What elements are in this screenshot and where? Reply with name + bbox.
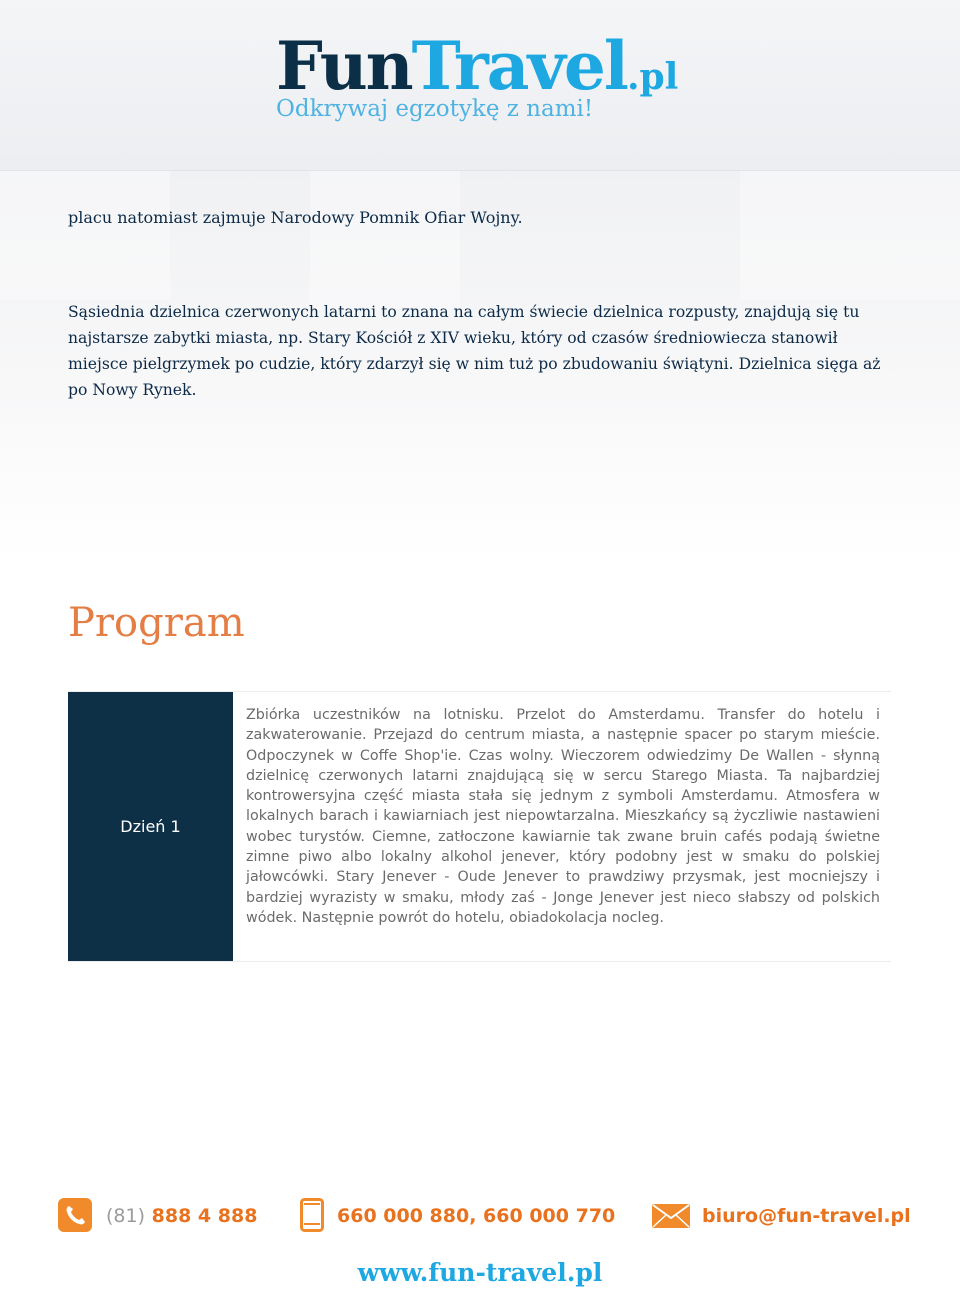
website-link[interactable]: www.fun-travel.pl xyxy=(357,1258,603,1287)
phone-line xyxy=(106,1200,257,1232)
background-tile xyxy=(310,170,460,310)
phone-number[interactable]: 888 4 888 xyxy=(151,1205,258,1227)
paragraph-1: placu natomiast zajmuje Narodowy Pomnik Ofiar Wojny. xyxy=(68,208,523,227)
program-title: Program xyxy=(68,600,245,646)
brand-tagline: Odkrywaj egzotykę z nami! xyxy=(276,96,594,122)
logo-fun: Fun xyxy=(276,27,412,105)
phone-area-code: (81) xyxy=(106,1205,146,1227)
logo-travel: Travel xyxy=(411,27,627,105)
day-label-box xyxy=(68,692,233,961)
brand-logo xyxy=(276,26,678,106)
background-tile xyxy=(0,170,170,300)
program-day-row xyxy=(68,691,891,962)
email-link[interactable]: biuro@fun-travel.pl xyxy=(702,1205,911,1227)
paragraph-2: Sąsiednia dzielnica czerwonych latarni to znana na całym świecie dzielnica rozpusty, znajdują się tu najstarsze zabytki miasta, np. Stary Kościół z XIV wieku, który od czasów średniowiecza stanowił miejsce pielgrzymek po cudzie, który zdarzył się w nim tuż po zbudowaniu świątyni. Dzielnica sięga aż po Nowy Rynek. xyxy=(68,303,881,399)
day-description: Zbiórka uczestników na lotnisku. Przelot do Amsterdamu. Transfer do hotelu i zakwaterowanie. Przejazd do centrum miasta, a następnie spacer po starym mieście. Odpoczynek w Coffe Shop'ie. Czas wolny. Wieczorem odwiedzimy De Wallen - słynną dzielnicę czerwonych latarni znajdującą się w sercu Starego Miasta. Ta najbardziej kontrowersyjna część miasta stała się jednym z symboli Amsterdamu. Atmosfera w lokalnych barach i kawiarniach jest niepowtarzalna. Mieszkańcy są życzliwie nastawieni wobec turystów. Ciemne, zatłoczone kawiarnie tak zwane bruin cafés podają świetne zimne piwo albo lokalny alkohol jenever, który podobny jest w smaku do polskiej jałowcówki. Stary Jenever - Oude Jenever to prawdziwy przysmak, jest mocniejszy i bardziej wyrazisty w smaku, młody zaś - Jonge Jenever jest nieco słabszy od polskich wódek. Następnie powrót do hotelu, obiadokolacja nocleg. xyxy=(246,707,880,926)
envelope-icon xyxy=(652,1204,690,1228)
mobile-icon xyxy=(300,1198,324,1232)
mobile-numbers[interactable]: 660 000 880, 660 000 770 xyxy=(337,1205,616,1227)
day-label: Dzień 1 xyxy=(120,817,181,836)
phone-icon xyxy=(58,1198,92,1232)
background-tile xyxy=(740,170,960,300)
logo-tld: .pl xyxy=(626,56,679,98)
